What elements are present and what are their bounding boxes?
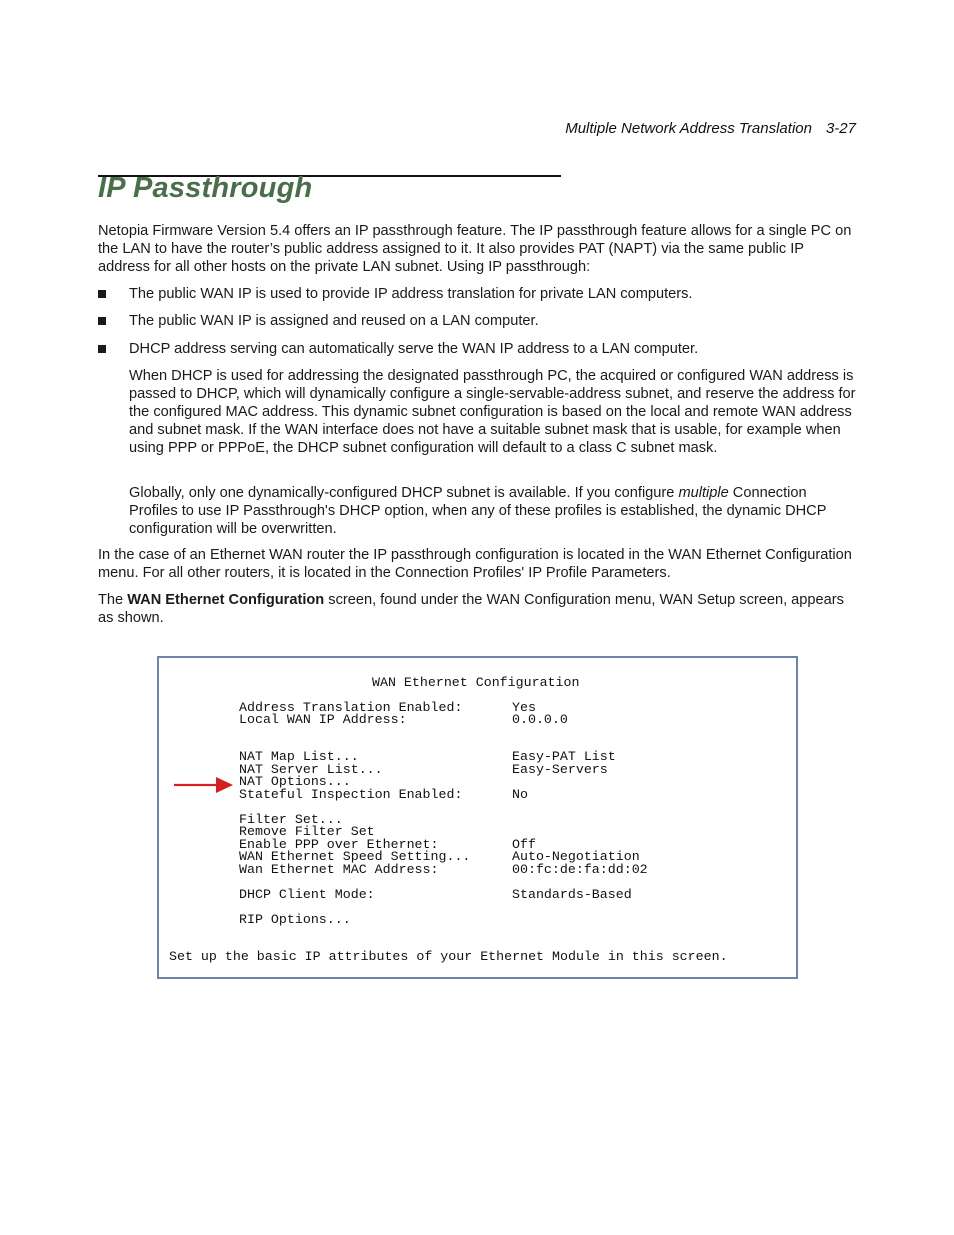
bullet-text: The public WAN IP is used to provide IP address translation for private LAN computers. <box>129 286 693 302</box>
terminal-value: Standards-Based <box>512 887 632 902</box>
global-dhcp-paragraph: Globally, only one dynamically-configured DHCP subnet is available. If you configure multiple Connection Profiles to use IP Passthrough's DHCP option, when any of these profiles is established, the dynamic DHCP configuration will be overwritten. <box>129 485 827 537</box>
terminal-title: WAN Ethernet Configuration <box>372 675 580 690</box>
dhcp-detail-paragraph: When DHCP is used for addressing the designated passthrough PC, the acquired or configured WAN address is passed to DHCP, which will dynamically configure a single-servable-address subnet, and reserve the address for the configured MAC address. This dynamic subnet configuration is based on the local and remote WAN address and subnet mask. If the WAN interface does not have a suitable subnet mask that is usable, for example when using PPP or PPPoE, the DHCP subnet configuration will default to a class C subnet mask. <box>129 368 856 456</box>
bullet-text: DHCP address serving can automatically serve the WAN IP address to a LAN computer. <box>129 341 699 357</box>
terminal-label[interactable]: Filter Set... <box>239 812 343 827</box>
intro-paragraph: Netopia Firmware Version 5.4 offers an IP passthrough feature. The IP passthrough feature allows for a single PC on the LAN to have the router’s public address assigned to it. It also provides PAT (NAPT) via the same public IP address for all other hosts on the private LAN subnet. Using IP passthrough: <box>98 223 852 275</box>
screen-intro-paragraph: The WAN Ethernet Configuration screen, found under the WAN Configuration menu, WAN Setup screen, appears as shown. <box>98 592 844 626</box>
terminal-label[interactable]: NAT Server List... <box>239 762 383 777</box>
terminal-label[interactable]: NAT Map List... <box>239 749 359 764</box>
terminal-label[interactable]: Remove Filter Set <box>239 824 375 839</box>
terminal-value: Easy-Servers <box>512 762 608 777</box>
terminal-label[interactable]: RIP Options... <box>239 912 351 927</box>
terminal-value: Auto-Negotiation <box>512 849 640 864</box>
header-page-number: 3-27 <box>825 120 856 137</box>
terminal-label[interactable]: Address Translation Enabled: <box>239 700 463 715</box>
terminal-label[interactable]: Enable PPP over Ethernet: <box>239 837 439 852</box>
terminal-label[interactable]: Wan Ethernet MAC Address: <box>239 862 439 877</box>
terminal-value: No <box>512 787 528 802</box>
red-arrow-icon <box>174 776 234 794</box>
terminal-label[interactable]: Stateful Inspection Enabled: <box>239 787 463 802</box>
terminal-value: Easy-PAT List <box>512 749 616 764</box>
terminal-label[interactable]: Local WAN IP Address: <box>239 712 407 727</box>
bullet-square-icon <box>98 317 106 325</box>
bullet-text: The public WAN IP is assigned and reused on a LAN computer. <box>129 313 539 329</box>
terminal-label-nat-options[interactable]: NAT Options... <box>239 774 351 789</box>
terminal-label[interactable]: DHCP Client Mode: <box>239 887 375 902</box>
terminal-value: Yes <box>512 700 536 715</box>
terminal-footer: Set up the basic IP attributes of your Ethernet Module in this screen. <box>169 949 728 964</box>
page-title: IP Passthrough <box>98 172 313 204</box>
terminal-value: Off <box>512 837 536 852</box>
bullet-square-icon <box>98 345 106 353</box>
header-section: Multiple Network Address Translation <box>565 120 812 137</box>
running-header <box>565 120 856 137</box>
ethernet-wan-paragraph: In the case of an Ethernet WAN router the IP passthrough configuration is located in the WAN Ethernet Configuration menu. For all other routers, it is located in the Connection Profiles' IP Profile Parameters. <box>98 547 852 581</box>
terminal-label[interactable]: WAN Ethernet Speed Setting... <box>239 849 471 864</box>
terminal-value: 0.0.0.0 <box>512 712 568 727</box>
bullet-square-icon <box>98 290 106 298</box>
screen-name-bold: WAN Ethernet Configuration <box>127 592 325 608</box>
terminal-value: 00:fc:de:fa:dd:02 <box>512 862 648 877</box>
